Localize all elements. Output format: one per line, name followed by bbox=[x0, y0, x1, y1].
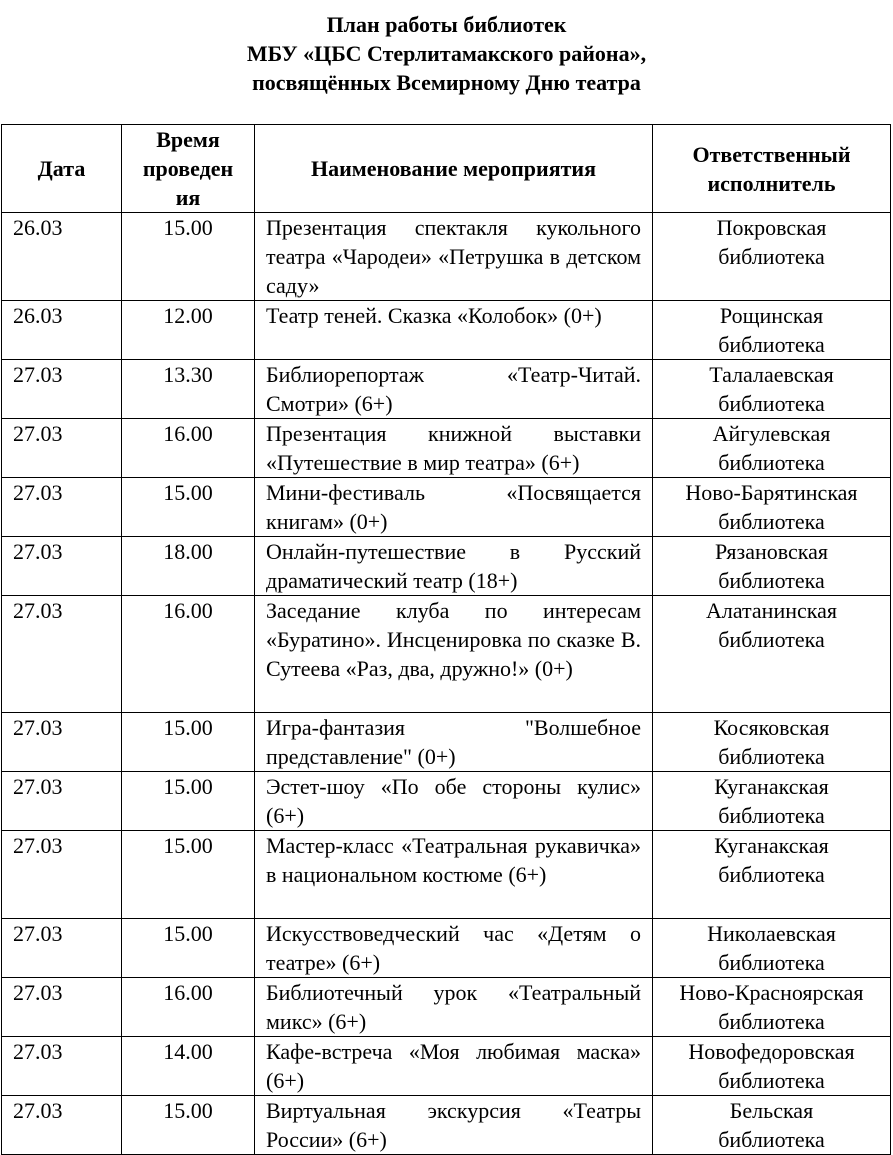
cell-responsible bbox=[653, 713, 891, 772]
header-time-line-3: ия bbox=[175, 185, 201, 210]
document-title bbox=[0, 10, 893, 97]
cell-event-name: Искусствоведческий час «Детям о театре» (6+) bbox=[255, 919, 653, 978]
cell-event-name: Виртуальная экскурсия «Театры России» (6+) bbox=[255, 1096, 653, 1155]
responsible-library-word: библиотека bbox=[718, 862, 825, 887]
responsible-library-word: библиотека bbox=[718, 450, 825, 475]
cell-date: 27.03 bbox=[2, 713, 122, 772]
table-row bbox=[2, 213, 891, 301]
responsible-library-name: Рощинская bbox=[719, 303, 824, 328]
cell-date: 27.03 bbox=[2, 772, 122, 831]
cell-time: 15.00 bbox=[122, 213, 255, 301]
responsible-library-name: Рязановская bbox=[714, 539, 828, 564]
cell-time: 15.00 bbox=[122, 772, 255, 831]
cell-responsible bbox=[653, 213, 891, 301]
responsible-library-word: библиотека bbox=[718, 244, 825, 269]
cell-event-name: Презентация книжной выставки «Путешествие в мир театра» (6+) bbox=[255, 419, 653, 478]
responsible-library-name: Косяковская bbox=[713, 715, 830, 740]
cell-responsible bbox=[653, 478, 891, 537]
cell-time: 14.00 bbox=[122, 1037, 255, 1096]
cell-event-name: Мастер-класс «Театральная рукавичка» в национальном костюме (6+) bbox=[255, 831, 653, 919]
cell-responsible bbox=[653, 772, 891, 831]
cell-responsible bbox=[653, 537, 891, 596]
title-line-2: МБУ «ЦБС Стерлитамакского района», bbox=[246, 41, 647, 66]
header-time bbox=[122, 125, 255, 213]
header-responsible bbox=[653, 125, 891, 213]
cell-date: 27.03 bbox=[2, 1096, 122, 1155]
cell-responsible bbox=[653, 831, 891, 919]
cell-date: 27.03 bbox=[2, 419, 122, 478]
responsible-library-word: библиотека bbox=[718, 568, 825, 593]
header-responsible-line-2: исполнитель bbox=[707, 170, 836, 196]
table-row bbox=[2, 831, 891, 919]
cell-event-name: Онлайн-путешествие в Русский драматический театр (18+) bbox=[255, 537, 653, 596]
cell-time: 13.30 bbox=[122, 360, 255, 419]
cell-time: 15.00 bbox=[122, 713, 255, 772]
responsible-library-name: Куганакская bbox=[714, 774, 829, 799]
cell-date: 27.03 bbox=[2, 831, 122, 919]
responsible-library-name: Николаевская bbox=[707, 921, 836, 946]
cell-time: 16.00 bbox=[122, 596, 255, 713]
responsible-library-word: библиотека bbox=[718, 744, 825, 769]
responsible-library-name: Бельская bbox=[729, 1098, 814, 1123]
table-row bbox=[2, 360, 891, 419]
responsible-library-name: Куганакская bbox=[714, 833, 829, 858]
cell-date: 27.03 bbox=[2, 919, 122, 978]
cell-time: 12.00 bbox=[122, 301, 255, 360]
table-row bbox=[2, 978, 891, 1037]
cell-date: 27.03 bbox=[2, 360, 122, 419]
header-date: Дата bbox=[2, 125, 122, 213]
cell-event-name: Эстет-шоу «По обе стороны кулис» (6+) bbox=[255, 772, 653, 831]
cell-event-name: Кафе-встреча «Моя любимая маска» (6+) bbox=[255, 1037, 653, 1096]
responsible-library-word: библиотека bbox=[718, 803, 825, 828]
responsible-library-name: Алатанинская bbox=[705, 598, 838, 623]
table-row bbox=[2, 596, 891, 713]
cell-time: 16.00 bbox=[122, 978, 255, 1037]
header-responsible-line-1: Ответственный bbox=[692, 141, 851, 167]
responsible-library-word: библиотека bbox=[718, 1068, 825, 1093]
cell-responsible bbox=[653, 1037, 891, 1096]
cell-date: 26.03 bbox=[2, 301, 122, 360]
cell-date: 26.03 bbox=[2, 213, 122, 301]
responsible-library-word: библиотека bbox=[718, 950, 825, 975]
responsible-library-name: Ново-Барятинская bbox=[685, 480, 858, 505]
events-table bbox=[1, 124, 891, 1155]
responsible-library-name: Покровская bbox=[716, 215, 827, 240]
cell-date: 27.03 bbox=[2, 537, 122, 596]
header-name: Наименование мероприятия bbox=[255, 125, 653, 213]
cell-responsible bbox=[653, 978, 891, 1037]
cell-time: 16.00 bbox=[122, 419, 255, 478]
table-row bbox=[2, 537, 891, 596]
table-row bbox=[2, 301, 891, 360]
responsible-library-word: библиотека bbox=[718, 627, 825, 652]
cell-responsible bbox=[653, 360, 891, 419]
responsible-library-word: библиотека bbox=[718, 332, 825, 357]
cell-date: 27.03 bbox=[2, 978, 122, 1037]
responsible-library-name: Новофедоровская bbox=[688, 1039, 855, 1064]
cell-responsible bbox=[653, 419, 891, 478]
responsible-library-name: Талалаевская bbox=[709, 362, 834, 387]
title-line-3: посвящённых Всемирному Дню театра bbox=[252, 70, 641, 95]
cell-responsible bbox=[653, 919, 891, 978]
table-header-row bbox=[2, 125, 891, 213]
cell-event-name: Театр теней. Сказка «Колобок» (0+) bbox=[255, 301, 653, 360]
cell-event-name: Библиотечный урок «Театральный микс» (6+) bbox=[255, 978, 653, 1037]
cell-time: 15.00 bbox=[122, 919, 255, 978]
cell-time: 18.00 bbox=[122, 537, 255, 596]
cell-time: 15.00 bbox=[122, 478, 255, 537]
cell-responsible bbox=[653, 596, 891, 713]
title-line-1: План работы библиотек bbox=[326, 12, 567, 37]
table-row bbox=[2, 1037, 891, 1096]
responsible-library-name: Айгулевская bbox=[712, 421, 831, 446]
cell-date: 27.03 bbox=[2, 478, 122, 537]
table-row bbox=[2, 419, 891, 478]
cell-date: 27.03 bbox=[2, 1037, 122, 1096]
cell-date: 27.03 bbox=[2, 596, 122, 713]
responsible-library-word: библиотека bbox=[718, 509, 825, 534]
responsible-library-word: библиотека bbox=[718, 1009, 825, 1034]
responsible-library-word: библиотека bbox=[718, 1127, 825, 1152]
table-row bbox=[2, 478, 891, 537]
table-row bbox=[2, 713, 891, 772]
cell-event-name: Заседание клуба по интересам «Буратино». Инсценировка по сказке В. Сутеева «Раз, два, дружно!» (0+) bbox=[255, 596, 653, 713]
table-row bbox=[2, 919, 891, 978]
cell-event-name: Игра-фантазия "Волшебное представление" (0+) bbox=[255, 713, 653, 772]
cell-time: 15.00 bbox=[122, 831, 255, 919]
cell-event-name: Мини-фестиваль «Посвящается книгам» (0+) bbox=[255, 478, 653, 537]
responsible-library-word: библиотека bbox=[718, 391, 825, 416]
header-time-line-2: проведен bbox=[142, 156, 234, 181]
cell-event-name: Презентация спектакля кукольного театра «Чародеи» «Петрушка в детском саду» bbox=[255, 213, 653, 301]
cell-responsible bbox=[653, 301, 891, 360]
table-row bbox=[2, 772, 891, 831]
responsible-library-name: Ново-Красноярская bbox=[679, 980, 864, 1005]
cell-time: 15.00 bbox=[122, 1096, 255, 1155]
header-time-line-1: Время bbox=[156, 127, 220, 152]
cell-event-name: Библиорепортаж «Театр-Читай. Смотри» (6+) bbox=[255, 360, 653, 419]
